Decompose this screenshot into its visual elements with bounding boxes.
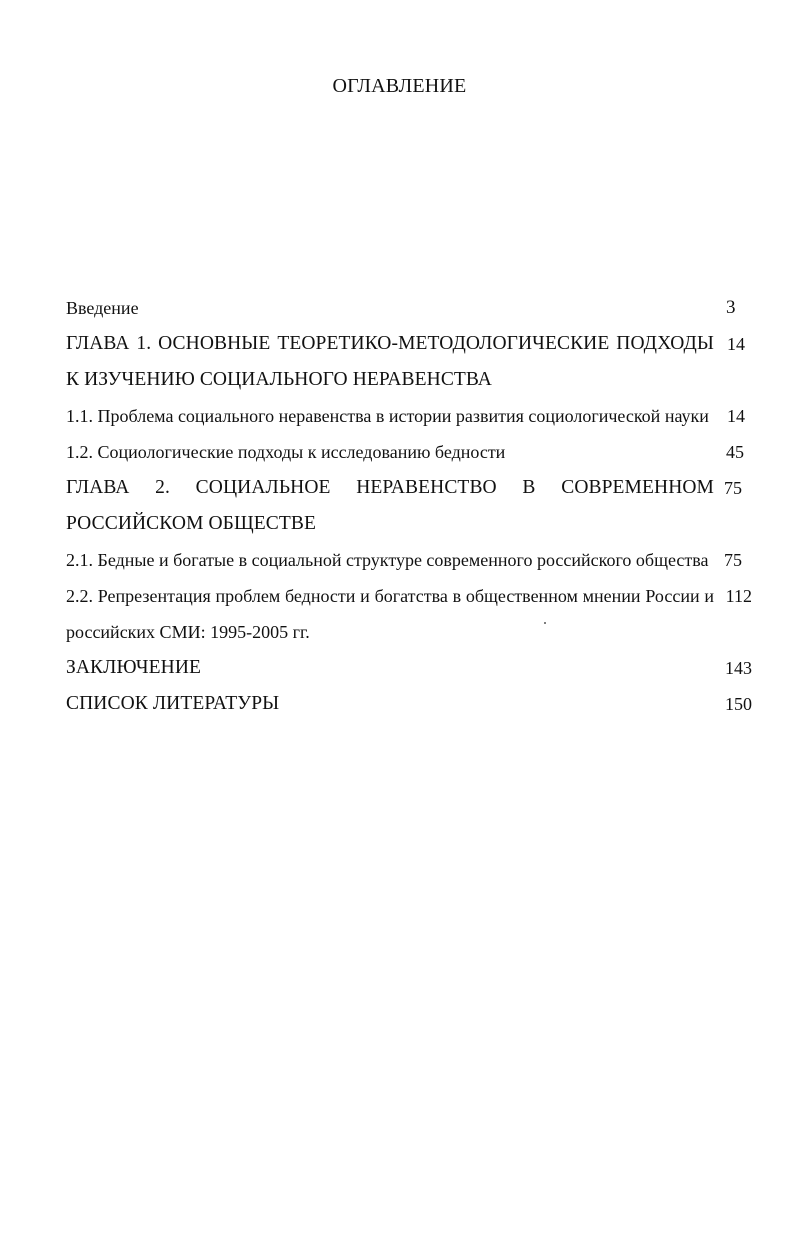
toc-entry-conclusion [66, 650, 756, 686]
toc-entry-page: 14 [727, 406, 745, 426]
page-title: ОГЛАВЛЕНИЕ [332, 75, 467, 97]
toc-entry-section-1-1 [66, 398, 756, 434]
toc-entry-section-2-2 [66, 578, 756, 650]
toc-entry-text: ЗАКЛЮЧЕНИЕ [66, 657, 202, 678]
toc-entry-page: 112 [725, 586, 752, 606]
toc-entry-page: 75 [724, 550, 742, 570]
toc-entry-page: 75 [724, 478, 742, 498]
toc-entry-chapter-2 [66, 470, 756, 542]
toc-entry-text: ГЛАВА 1. ОСНОВНЫЕ ТЕОРЕТИКО-МЕТОДОЛОГИЧЕСКИЕ ПОДХОДЫ К ИЗУЧЕНИЮ СОЦИАЛЬНОГО НЕРАВЕНСТВА [66, 333, 714, 390]
toc-entry-introduction [66, 290, 756, 326]
toc-entry-text: СПИСОК ЛИТЕРАТУРЫ [66, 693, 280, 714]
toc-entry-text: Введение [66, 298, 139, 318]
toc-entry-page: 45 [726, 442, 744, 462]
toc-entry-chapter-1 [66, 326, 756, 398]
toc-entry-page: 150 [725, 694, 752, 714]
toc-entry-text: 1.2. Социологические подходы к исследованию бедности [66, 442, 506, 462]
scan-speck [544, 622, 546, 624]
toc-entry-page: 3 [726, 297, 736, 318]
toc-entry-page: 143 [725, 658, 752, 678]
toc-entry-section-1-2 [66, 434, 756, 470]
toc-entry-bibliography [66, 686, 756, 722]
toc-entry-section-2-1 [66, 542, 756, 578]
toc-entry-text: ГЛАВА 2. СОЦИАЛЬНОЕ НЕРАВЕНСТВО В СОВРЕМЕННОМ РОССИЙСКОМ ОБЩЕСТВЕ [66, 477, 714, 534]
table-of-contents [66, 290, 756, 722]
toc-entry-text: 2.2. Репрезентация проблем бедности и богатства в общественном мнении России и российских СМИ: 1995-2005 гг. [66, 586, 714, 642]
toc-entry-page: 14 [727, 334, 745, 354]
toc-entry-text: 1.1. Проблема социального неравенства в истории развития социологической науки [66, 406, 709, 426]
toc-entry-text: 2.1. Бедные и богатые в социальной структуре современного российского общества [66, 550, 709, 570]
